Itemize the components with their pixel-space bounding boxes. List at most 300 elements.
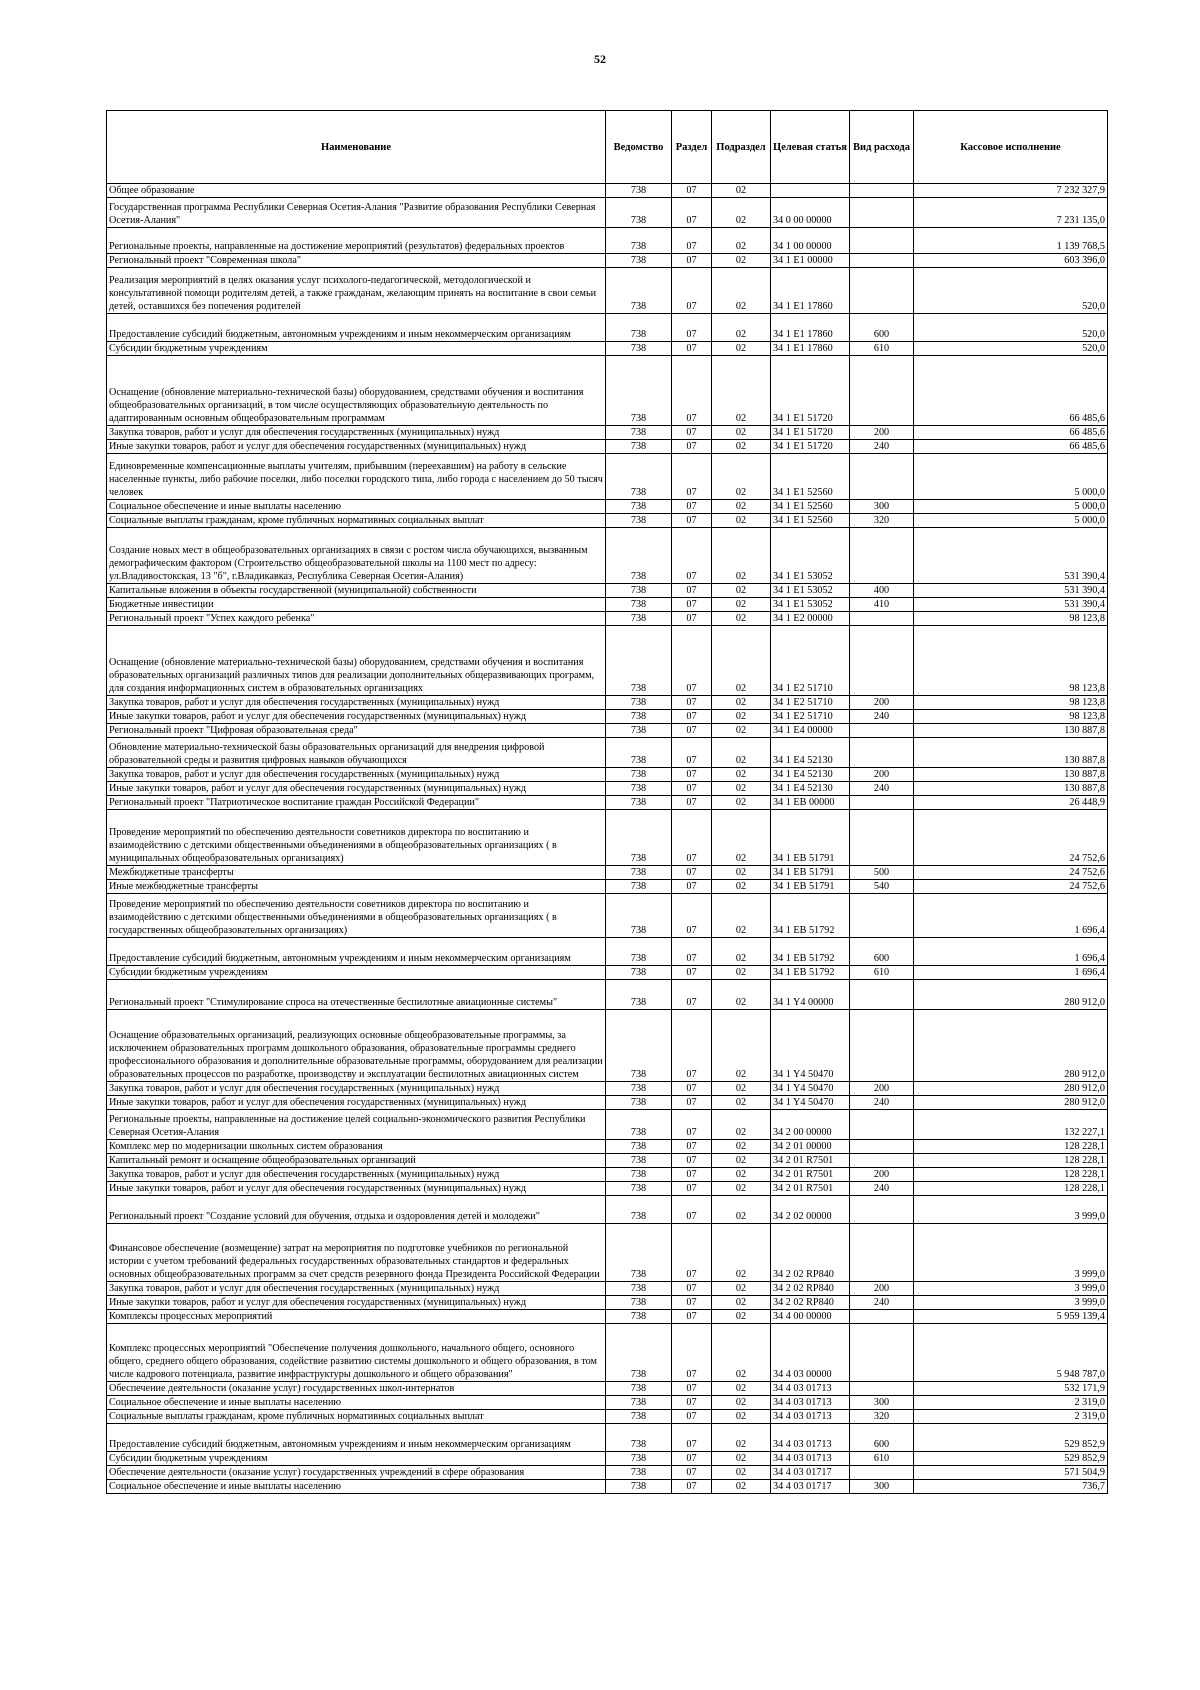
- row-section: 07: [672, 528, 712, 584]
- row-target: 34 2 01 R7501: [771, 1154, 850, 1168]
- row-target: 34 1 Y4 00000: [771, 980, 850, 1010]
- row-subsection: 02: [712, 1082, 771, 1096]
- row-target: 34 4 03 01713: [771, 1424, 850, 1452]
- row-dept: 738: [606, 198, 672, 228]
- row-name: Капитальные вложения в объекты государственной (муниципальной) собственности: [107, 584, 606, 598]
- row-dept: 738: [606, 1410, 672, 1424]
- row-dept: 738: [606, 598, 672, 612]
- row-section: 07: [672, 184, 712, 198]
- row-section: 07: [672, 356, 712, 426]
- row-dept: 738: [606, 1296, 672, 1310]
- row-dept: 738: [606, 626, 672, 696]
- table-row: [107, 1140, 1108, 1154]
- row-amount: 1 696,4: [914, 938, 1108, 966]
- table-row: [107, 1110, 1108, 1140]
- row-expense-type: 600: [850, 938, 914, 966]
- row-section: 07: [672, 1324, 712, 1382]
- row-amount: 3 999,0: [914, 1224, 1108, 1282]
- row-name: Региональный проект "Современная школа": [107, 254, 606, 268]
- row-dept: 738: [606, 514, 672, 528]
- row-expense-type: 200: [850, 768, 914, 782]
- row-name: Общее образование: [107, 184, 606, 198]
- row-expense-type: 200: [850, 1282, 914, 1296]
- row-subsection: 02: [712, 356, 771, 426]
- row-amount: 280 912,0: [914, 1010, 1108, 1082]
- table-row: [107, 782, 1108, 796]
- row-dept: 738: [606, 1010, 672, 1082]
- row-expense-type: [850, 1110, 914, 1140]
- row-subsection: 02: [712, 866, 771, 880]
- row-target: 34 1 E1 52560: [771, 500, 850, 514]
- table-row: [107, 1182, 1108, 1196]
- row-target: 34 1 Y4 50470: [771, 1096, 850, 1110]
- row-target: 34 0 00 00000: [771, 198, 850, 228]
- row-subsection: 02: [712, 980, 771, 1010]
- row-expense-type: [850, 626, 914, 696]
- row-target: 34 1 E1 52560: [771, 514, 850, 528]
- row-subsection: 02: [712, 1196, 771, 1224]
- header-subsection: Подраздел: [712, 111, 771, 184]
- row-section: 07: [672, 1082, 712, 1096]
- row-dept: 738: [606, 894, 672, 938]
- row-expense-type: 610: [850, 1452, 914, 1466]
- row-subsection: 02: [712, 1382, 771, 1396]
- row-amount: 531 390,4: [914, 584, 1108, 598]
- row-section: 07: [672, 1224, 712, 1282]
- table-row: [107, 626, 1108, 696]
- table-row: [107, 1296, 1108, 1310]
- row-subsection: 02: [712, 724, 771, 738]
- row-subsection: 02: [712, 696, 771, 710]
- row-section: 07: [672, 254, 712, 268]
- row-expense-type: 600: [850, 314, 914, 342]
- row-dept: 738: [606, 342, 672, 356]
- row-amount: 66 485,6: [914, 440, 1108, 454]
- table-row: [107, 1096, 1108, 1110]
- row-amount: 66 485,6: [914, 356, 1108, 426]
- row-subsection: 02: [712, 1182, 771, 1196]
- row-subsection: 02: [712, 1168, 771, 1182]
- row-dept: 738: [606, 866, 672, 880]
- table-row: [107, 356, 1108, 426]
- row-section: 07: [672, 1168, 712, 1182]
- row-amount: 5 000,0: [914, 514, 1108, 528]
- row-subsection: 02: [712, 1096, 771, 1110]
- row-expense-type: [850, 254, 914, 268]
- row-expense-type: 610: [850, 342, 914, 356]
- row-amount: 529 852,9: [914, 1424, 1108, 1452]
- row-dept: 738: [606, 1110, 672, 1140]
- table-row: [107, 880, 1108, 894]
- row-subsection: 02: [712, 782, 771, 796]
- row-amount: 2 319,0: [914, 1396, 1108, 1410]
- row-section: 07: [672, 1282, 712, 1296]
- row-expense-type: 300: [850, 500, 914, 514]
- row-expense-type: [850, 228, 914, 254]
- row-section: 07: [672, 514, 712, 528]
- row-target: 34 1 EB 51791: [771, 880, 850, 894]
- row-dept: 738: [606, 454, 672, 500]
- row-expense-type: [850, 612, 914, 626]
- row-target: 34 1 EB 51792: [771, 938, 850, 966]
- row-section: 07: [672, 1154, 712, 1168]
- table-row: [107, 1224, 1108, 1282]
- row-name: Бюджетные инвестиции: [107, 598, 606, 612]
- row-name: Социальные выплаты гражданам, кроме публичных нормативных социальных выплат: [107, 514, 606, 528]
- row-subsection: 02: [712, 514, 771, 528]
- row-section: 07: [672, 228, 712, 254]
- row-dept: 738: [606, 796, 672, 810]
- table-row: [107, 724, 1108, 738]
- table-row: [107, 514, 1108, 528]
- row-section: 07: [672, 342, 712, 356]
- row-subsection: 02: [712, 966, 771, 980]
- row-expense-type: [850, 1154, 914, 1168]
- row-name: Закупка товаров, работ и услуг для обеспечения государственных (муниципальных) нужд: [107, 696, 606, 710]
- row-section: 07: [672, 1096, 712, 1110]
- row-section: 07: [672, 598, 712, 612]
- row-dept: 738: [606, 696, 672, 710]
- row-subsection: 02: [712, 268, 771, 314]
- row-expense-type: 240: [850, 1182, 914, 1196]
- row-subsection: 02: [712, 626, 771, 696]
- row-subsection: 02: [712, 1396, 771, 1410]
- table-row: [107, 1424, 1108, 1452]
- header-expense-type: Вид расхода: [850, 111, 914, 184]
- row-dept: 738: [606, 966, 672, 980]
- row-subsection: 02: [712, 528, 771, 584]
- row-dept: 738: [606, 880, 672, 894]
- row-expense-type: 200: [850, 426, 914, 440]
- header-name: Наименование: [107, 111, 606, 184]
- row-name: Межбюджетные трансферты: [107, 866, 606, 880]
- row-amount: 520,0: [914, 342, 1108, 356]
- row-amount: 5 000,0: [914, 500, 1108, 514]
- table-row: [107, 500, 1108, 514]
- row-target: 34 1 E1 51720: [771, 426, 850, 440]
- row-section: 07: [672, 710, 712, 724]
- row-dept: 738: [606, 254, 672, 268]
- table-row: [107, 228, 1108, 254]
- row-subsection: 02: [712, 254, 771, 268]
- table-row: [107, 184, 1108, 198]
- row-dept: 738: [606, 1382, 672, 1396]
- row-target: 34 2 02 RP840: [771, 1296, 850, 1310]
- row-amount: 24 752,6: [914, 880, 1108, 894]
- row-amount: 736,7: [914, 1480, 1108, 1494]
- row-section: 07: [672, 626, 712, 696]
- row-name: Закупка товаров, работ и услуг для обеспечения государственных (муниципальных) нужд: [107, 1168, 606, 1182]
- table-row: [107, 894, 1108, 938]
- row-name: Региональный проект "Успех каждого ребенка": [107, 612, 606, 626]
- row-section: 07: [672, 1310, 712, 1324]
- row-dept: 738: [606, 724, 672, 738]
- row-dept: 738: [606, 356, 672, 426]
- row-name: Комплекс процессных мероприятий "Обеспечение получения дошкольного, начального общего, основного общего, среднего общего образования, содействие развитию системы дошкольного и общего образования, в том числе кадрового потенциала, развитие инфраструктуры дошкольного и общего образования": [107, 1324, 606, 1382]
- table-row: [107, 938, 1108, 966]
- row-expense-type: [850, 1224, 914, 1282]
- row-expense-type: [850, 1466, 914, 1480]
- row-subsection: 02: [712, 1324, 771, 1382]
- row-dept: 738: [606, 1196, 672, 1224]
- row-amount: 130 887,8: [914, 782, 1108, 796]
- row-dept: 738: [606, 500, 672, 514]
- row-dept: 738: [606, 810, 672, 866]
- row-target: 34 2 01 R7501: [771, 1168, 850, 1182]
- row-name: Реализация мероприятий в целях оказания услуг психолого-педагогической, методологической и консультативной помощи родителям детей, а также гражданам, желающим принять на воспитание в свои семьи детей, оставшихся без попечения родителей: [107, 268, 606, 314]
- row-expense-type: [850, 454, 914, 500]
- row-amount: 3 999,0: [914, 1282, 1108, 1296]
- row-name: Государственная программа Республики Северная Осетия-Алания "Развитие образования Республики Северная Осетия-Алания": [107, 198, 606, 228]
- row-section: 07: [672, 980, 712, 1010]
- row-dept: 738: [606, 1282, 672, 1296]
- row-section: 07: [672, 894, 712, 938]
- table-row: [107, 768, 1108, 782]
- row-expense-type: 200: [850, 1168, 914, 1182]
- table-body: [107, 184, 1108, 1494]
- row-target: 34 1 E1 17860: [771, 268, 850, 314]
- row-expense-type: 400: [850, 584, 914, 598]
- row-name: Комплекс мер по модернизации школьных систем образования: [107, 1140, 606, 1154]
- row-subsection: 02: [712, 314, 771, 342]
- row-name: Социальные выплаты гражданам, кроме публичных нормативных социальных выплат: [107, 1410, 606, 1424]
- row-subsection: 02: [712, 894, 771, 938]
- table-row: [107, 710, 1108, 724]
- row-target: 34 1 E1 52560: [771, 454, 850, 500]
- table-row: [107, 342, 1108, 356]
- row-section: 07: [672, 1410, 712, 1424]
- row-section: 07: [672, 500, 712, 514]
- row-section: 07: [672, 810, 712, 866]
- row-name: Иные закупки товаров, работ и услуг для обеспечения государственных (муниципальных) нужд: [107, 440, 606, 454]
- row-amount: 1 696,4: [914, 894, 1108, 938]
- row-name: Закупка товаров, работ и услуг для обеспечения государственных (муниципальных) нужд: [107, 768, 606, 782]
- row-dept: 738: [606, 1452, 672, 1466]
- budget-table: [106, 110, 1108, 1494]
- row-dept: 738: [606, 1168, 672, 1182]
- row-section: 07: [672, 696, 712, 710]
- table-header-row: [107, 111, 1108, 184]
- row-section: 07: [672, 1296, 712, 1310]
- row-dept: 738: [606, 584, 672, 598]
- table-row: [107, 1282, 1108, 1296]
- row-name: Субсидии бюджетным учреждениям: [107, 342, 606, 356]
- row-dept: 738: [606, 768, 672, 782]
- table-row: [107, 1466, 1108, 1480]
- row-amount: 603 396,0: [914, 254, 1108, 268]
- row-expense-type: [850, 356, 914, 426]
- row-amount: 128 228,1: [914, 1140, 1108, 1154]
- row-expense-type: [850, 1310, 914, 1324]
- row-expense-type: [850, 796, 914, 810]
- row-section: 07: [672, 1452, 712, 1466]
- row-target: 34 1 EB 51792: [771, 894, 850, 938]
- row-name: Региональный проект "Патриотическое воспитание граждан Российской Федерации": [107, 796, 606, 810]
- row-expense-type: [850, 738, 914, 768]
- table-row: [107, 1154, 1108, 1168]
- row-subsection: 02: [712, 198, 771, 228]
- row-name: Проведение мероприятий по обеспечению деятельности советников директора по воспитанию и взаимодействию с детскими общественными объединениями в общеобразовательных организациях ( в государственных общеобразовательных организациях): [107, 894, 606, 938]
- row-subsection: 02: [712, 612, 771, 626]
- row-target: 34 1 E2 51710: [771, 710, 850, 724]
- row-expense-type: 200: [850, 1082, 914, 1096]
- table-row: [107, 1082, 1108, 1096]
- row-target: 34 4 03 00000: [771, 1324, 850, 1382]
- row-name: Иные закупки товаров, работ и услуг для обеспечения государственных (муниципальных) нужд: [107, 1096, 606, 1110]
- row-dept: 738: [606, 738, 672, 768]
- row-expense-type: [850, 894, 914, 938]
- row-section: 07: [672, 880, 712, 894]
- row-section: 07: [672, 782, 712, 796]
- row-expense-type: 600: [850, 1424, 914, 1452]
- row-subsection: 02: [712, 1010, 771, 1082]
- row-amount: 98 123,8: [914, 710, 1108, 724]
- row-name: Закупка товаров, работ и услуг для обеспечения государственных (муниципальных) нужд: [107, 426, 606, 440]
- table-row: [107, 1196, 1108, 1224]
- row-expense-type: 320: [850, 514, 914, 528]
- row-subsection: 02: [712, 810, 771, 866]
- row-target: 34 1 E2 51710: [771, 626, 850, 696]
- header-amount: Кассовое исполнение: [914, 111, 1108, 184]
- row-expense-type: [850, 810, 914, 866]
- row-subsection: 02: [712, 710, 771, 724]
- row-subsection: 02: [712, 1424, 771, 1452]
- table-row: [107, 696, 1108, 710]
- row-expense-type: 300: [850, 1480, 914, 1494]
- row-name: Иные закупки товаров, работ и услуг для обеспечения государственных (муниципальных) нужд: [107, 710, 606, 724]
- row-expense-type: 240: [850, 710, 914, 724]
- row-subsection: 02: [712, 426, 771, 440]
- row-target: 34 4 03 01713: [771, 1396, 850, 1410]
- row-dept: 738: [606, 314, 672, 342]
- row-target: 34 1 E4 52130: [771, 738, 850, 768]
- row-section: 07: [672, 1424, 712, 1452]
- row-expense-type: [850, 184, 914, 198]
- table-row: [107, 980, 1108, 1010]
- row-name: Региональный проект "Стимулирование спроса на отечественные беспилотные авиационные системы": [107, 980, 606, 1010]
- row-name: Социальное обеспечение и иные выплаты населению: [107, 1480, 606, 1494]
- row-subsection: 02: [712, 1310, 771, 1324]
- row-expense-type: 540: [850, 880, 914, 894]
- row-amount: 7 231 135,0: [914, 198, 1108, 228]
- row-dept: 738: [606, 440, 672, 454]
- row-subsection: 02: [712, 1480, 771, 1494]
- row-expense-type: 240: [850, 440, 914, 454]
- row-expense-type: 320: [850, 1410, 914, 1424]
- row-amount: 3 999,0: [914, 1296, 1108, 1310]
- row-subsection: 02: [712, 1154, 771, 1168]
- row-target: 34 4 00 00000: [771, 1310, 850, 1324]
- row-target: 34 1 E1 17860: [771, 314, 850, 342]
- row-expense-type: 240: [850, 1096, 914, 1110]
- header-target: Целевая статья: [771, 111, 850, 184]
- row-dept: 738: [606, 1480, 672, 1494]
- row-dept: 738: [606, 1082, 672, 1096]
- row-amount: 24 752,6: [914, 866, 1108, 880]
- row-section: 07: [672, 584, 712, 598]
- row-section: 07: [672, 440, 712, 454]
- table-row: [107, 966, 1108, 980]
- row-section: 07: [672, 768, 712, 782]
- table-row: [107, 1010, 1108, 1082]
- row-amount: 128 228,1: [914, 1182, 1108, 1196]
- row-section: 07: [672, 1196, 712, 1224]
- row-target: [771, 184, 850, 198]
- row-expense-type: [850, 1382, 914, 1396]
- row-amount: 3 999,0: [914, 1196, 1108, 1224]
- row-dept: 738: [606, 1396, 672, 1410]
- row-name: Иные межбюджетные трансферты: [107, 880, 606, 894]
- row-section: 07: [672, 268, 712, 314]
- row-amount: 280 912,0: [914, 980, 1108, 1010]
- row-dept: 738: [606, 710, 672, 724]
- row-target: 34 1 E1 51720: [771, 356, 850, 426]
- row-target: 34 2 00 00000: [771, 1110, 850, 1140]
- row-dept: 738: [606, 1140, 672, 1154]
- row-target: 34 1 E4 00000: [771, 724, 850, 738]
- row-section: 07: [672, 1140, 712, 1154]
- row-section: 07: [672, 612, 712, 626]
- table-row: [107, 1396, 1108, 1410]
- row-name: Обновление материально-технической базы образовательных организаций для внедрения цифровой образовательной среды и развития цифровых навыков обучающихся: [107, 738, 606, 768]
- row-section: 07: [672, 724, 712, 738]
- row-name: Капитальный ремонт и оснащение общеобразовательных организаций: [107, 1154, 606, 1168]
- row-section: 07: [672, 314, 712, 342]
- row-amount: 98 123,8: [914, 696, 1108, 710]
- table-row: [107, 1168, 1108, 1182]
- row-name: Предоставление субсидий бюджетным, автономным учреждениям и иным некоммерческим организациям: [107, 938, 606, 966]
- row-amount: 280 912,0: [914, 1082, 1108, 1096]
- row-subsection: 02: [712, 584, 771, 598]
- row-target: 34 1 E1 17860: [771, 342, 850, 356]
- row-subsection: 02: [712, 768, 771, 782]
- row-target: 34 2 01 R7501: [771, 1182, 850, 1196]
- row-amount: 128 228,1: [914, 1168, 1108, 1182]
- row-target: 34 1 EB 00000: [771, 796, 850, 810]
- page-number: 52: [594, 52, 606, 66]
- row-subsection: 02: [712, 738, 771, 768]
- row-section: 07: [672, 198, 712, 228]
- row-amount: 2 319,0: [914, 1410, 1108, 1424]
- row-section: 07: [672, 796, 712, 810]
- row-dept: 738: [606, 1154, 672, 1168]
- row-dept: 738: [606, 1182, 672, 1196]
- row-amount: 280 912,0: [914, 1096, 1108, 1110]
- row-target: 34 2 02 00000: [771, 1196, 850, 1224]
- row-subsection: 02: [712, 1410, 771, 1424]
- row-target: 34 1 Y4 50470: [771, 1010, 850, 1082]
- table-row: [107, 1324, 1108, 1382]
- row-name: Субсидии бюджетным учреждениям: [107, 1452, 606, 1466]
- row-amount: 98 123,8: [914, 626, 1108, 696]
- header-section: Раздел: [672, 111, 712, 184]
- row-target: 34 1 EB 51792: [771, 966, 850, 980]
- row-name: Обеспечение деятельности (оказание услуг) государственных школ-интернатов: [107, 1382, 606, 1396]
- table-row: [107, 1410, 1108, 1424]
- row-expense-type: [850, 268, 914, 314]
- row-name: Оснащение (обновление материально-технической базы) оборудованием, средствами обучения и воспитания образовательных организаций различных типов для реализации дополнительных общеразвивающих программ, для создания информационных систем в образовательных организациях: [107, 626, 606, 696]
- row-name: Обеспечение деятельности (оказание услуг) государственных учреждений в сфере образования: [107, 1466, 606, 1480]
- row-amount: 5 000,0: [914, 454, 1108, 500]
- row-amount: 571 504,9: [914, 1466, 1108, 1480]
- row-subsection: 02: [712, 938, 771, 966]
- row-amount: 531 390,4: [914, 598, 1108, 612]
- row-subsection: 02: [712, 228, 771, 254]
- row-name: Региональный проект "Создание условий для обучения, отдыха и оздоровления детей и молодежи": [107, 1196, 606, 1224]
- table-row: [107, 1310, 1108, 1324]
- row-subsection: 02: [712, 1140, 771, 1154]
- row-amount: 1 139 768,5: [914, 228, 1108, 254]
